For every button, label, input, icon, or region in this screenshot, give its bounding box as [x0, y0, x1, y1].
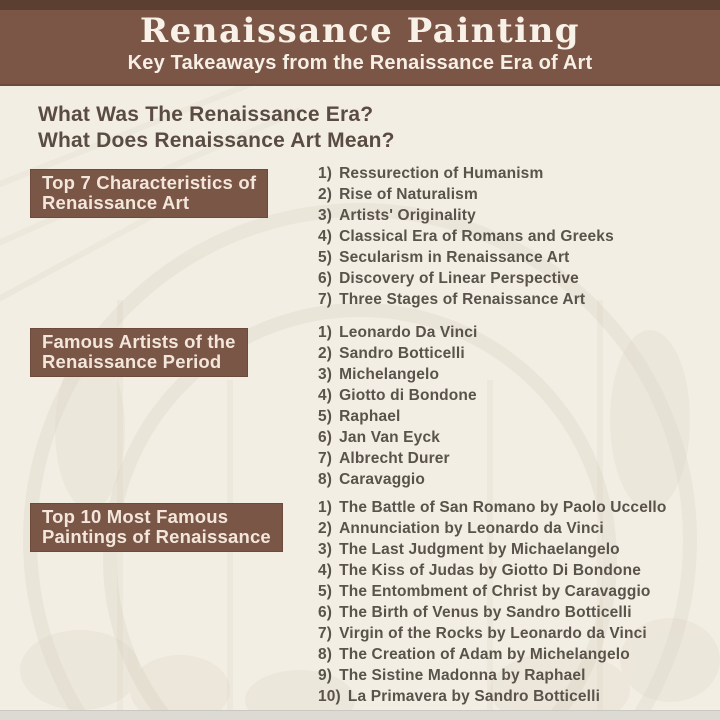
item-number: 4): [318, 562, 333, 579]
list-item: [318, 560, 720, 581]
list-item: [318, 205, 720, 226]
list-item: [318, 539, 720, 560]
item-number: 5): [318, 583, 333, 600]
list-item: [318, 364, 720, 385]
item-text: The Birth of Venus by Sandro Botticelli: [339, 604, 632, 621]
item-number: 10): [318, 688, 341, 705]
list-item: [318, 427, 720, 448]
item-text: Michelangelo: [339, 366, 440, 383]
item-number: 7): [318, 450, 333, 467]
item-number: 1): [318, 324, 333, 341]
list-item: [318, 469, 720, 490]
item-text: The Kiss of Judas by Giotto Di Bondone: [339, 562, 642, 579]
list-item: [318, 665, 720, 686]
list-item: [318, 289, 720, 310]
poster-subtitle: Key Takeaways from the Renaissance Era of Art: [127, 52, 593, 74]
item-text: Ressurection of Humanism: [339, 165, 544, 182]
list-item: [318, 518, 720, 539]
list-item: [318, 247, 720, 268]
section-item-list: [318, 497, 720, 707]
item-text: Virgin of the Rocks by Leonardo da Vinci: [339, 625, 647, 642]
item-number: 2): [318, 520, 333, 537]
section-artists: [0, 322, 720, 490]
item-number: 6): [318, 429, 333, 446]
section-label-line-1: Famous Artists of the: [42, 331, 236, 352]
section-label-line-1: Top 7 Characteristics of: [42, 172, 257, 193]
list-item: [318, 184, 720, 205]
item-number: 3): [318, 541, 333, 558]
item-number: 7): [318, 625, 333, 642]
list-item: [318, 322, 720, 343]
list-item: [318, 226, 720, 247]
section-label-line-1: Top 10 Most Famous: [42, 506, 229, 527]
intro-line-1: What Was The Renaissance Era?: [38, 103, 374, 126]
list-item: [318, 448, 720, 469]
section-label-line-2: Renaissance Art: [42, 192, 190, 213]
item-number: 1): [318, 165, 333, 182]
list-item: [318, 602, 720, 623]
item-number: 8): [318, 471, 333, 488]
section-label: [30, 328, 248, 377]
section-characteristics: [0, 163, 720, 310]
poster-title: Renaissance Painting: [139, 11, 581, 51]
item-text: Secularism in Renaissance Art: [339, 249, 570, 266]
section-label-line-2: Renaissance Period: [42, 351, 222, 372]
intro-question: [38, 102, 395, 154]
section-paintings: [0, 497, 720, 707]
item-text: Raphael: [339, 408, 401, 425]
item-number: 6): [318, 604, 333, 621]
list-item: [318, 406, 720, 427]
section-item-list: [318, 163, 720, 310]
list-item: [318, 644, 720, 665]
item-text: La Primavera by Sandro Botticelli: [347, 688, 601, 705]
list-item: [318, 623, 720, 644]
item-number: 9): [318, 667, 333, 684]
item-number: 5): [318, 408, 333, 425]
item-number: 4): [318, 228, 333, 245]
list-item: [318, 385, 720, 406]
item-text: The Sistine Madonna by Raphael: [339, 667, 586, 684]
list-item: [318, 497, 720, 518]
header-banner: [0, 0, 720, 86]
section-label: [30, 169, 268, 218]
item-text: Jan Van Eyck: [339, 429, 440, 446]
item-text: The Battle of San Romano by Paolo Uccello: [339, 499, 667, 516]
item-number: 1): [318, 499, 333, 516]
bottom-band: [0, 710, 720, 720]
list-item: [318, 343, 720, 364]
item-text: Annunciation by Leonardo da Vinci: [339, 520, 604, 537]
list-item: [318, 581, 720, 602]
item-number: 5): [318, 249, 333, 266]
item-text: Leonardo Da Vinci: [339, 324, 478, 341]
item-number: 2): [318, 345, 333, 362]
item-number: 6): [318, 270, 333, 287]
item-text: Classical Era of Romans and Greeks: [339, 228, 614, 245]
intro-line-2: What Does Renaissance Art Mean?: [38, 129, 395, 152]
section-item-list: [318, 322, 720, 490]
item-number: 3): [318, 366, 333, 383]
item-number: 3): [318, 207, 333, 224]
item-text: Albrecht Durer: [339, 450, 450, 467]
item-text: Discovery of Linear Perspective: [339, 270, 579, 287]
section-label-line-2: Paintings of Renaissance: [42, 526, 271, 547]
item-text: Three Stages of Renaissance Art: [339, 291, 586, 308]
item-number: 2): [318, 186, 333, 203]
item-text: Giotto di Bondone: [339, 387, 477, 404]
item-text: The Entombment of Christ by Caravaggio: [339, 583, 651, 600]
list-item: [318, 686, 720, 707]
item-text: Sandro Botticelli: [339, 345, 465, 362]
item-text: Rise of Naturalism: [339, 186, 478, 203]
list-item: [318, 268, 720, 289]
section-label: [30, 503, 283, 552]
item-text: Caravaggio: [339, 471, 426, 488]
item-text: The Last Judgment by Michaelangelo: [339, 541, 620, 558]
item-number: 8): [318, 646, 333, 663]
list-item: [318, 163, 720, 184]
item-text: Artists' Originality: [339, 207, 476, 224]
item-text: The Creation of Adam by Michelangelo: [339, 646, 630, 663]
item-number: 7): [318, 291, 333, 308]
item-number: 4): [318, 387, 333, 404]
